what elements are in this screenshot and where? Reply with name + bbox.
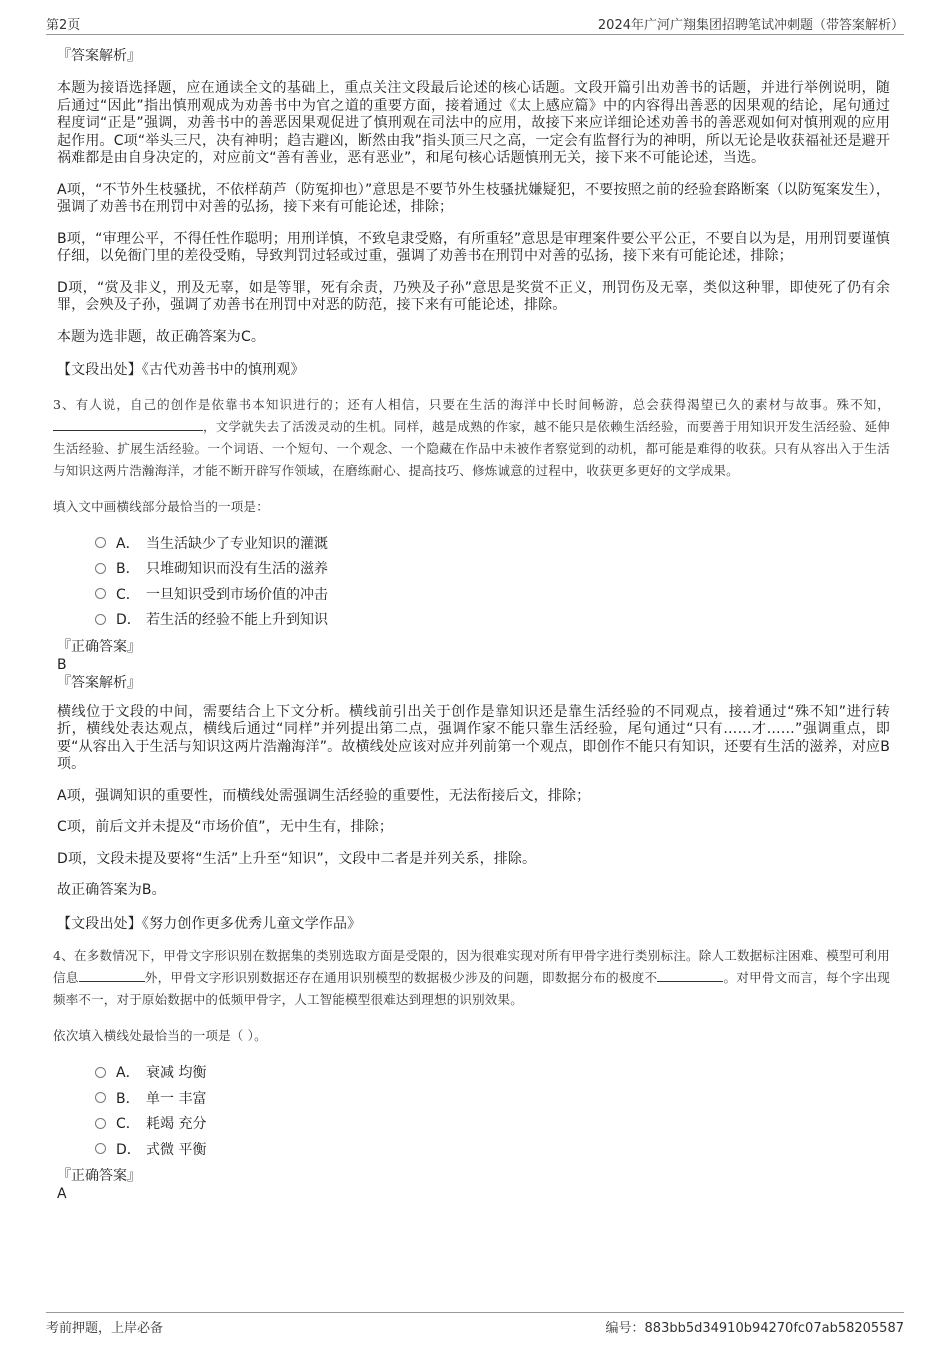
page-header (46, 14, 904, 35)
question-3-options (95, 532, 890, 634)
correct-answer-value: A (57, 1186, 67, 1202)
page-footer (46, 1312, 904, 1335)
source-citation: 【文段出处】《古代劝善书中的慎刑观》 (57, 362, 305, 378)
option-a[interactable]: A． 当生活缺少了专业知识的灌溉 (95, 532, 890, 558)
page-content (53, 46, 890, 1203)
option-c[interactable]: C． 一旦知识受到市场价值的冲击 (95, 583, 890, 609)
option-b[interactable]: B． 单一 丰富 (95, 1087, 890, 1113)
option-b[interactable]: B． 只堆砌知识而没有生活的滋养 (95, 557, 890, 583)
analysis-paragraph: B项，“审理公平，不得任性作聪明；用刑详慎，不致皂隶受赂，有所重轻”意思是审理案件要公平公正，不要自以为是，用刑罚要谨慎仔细，以免衙门里的差役受贿，导致判罚过轻或过重，强调了劝善书在刑罚中对善的弘扬，接下来有可能论述，排除； (57, 230, 890, 264)
radio-icon[interactable] (95, 588, 106, 599)
option-d[interactable]: D． 式微 平衡 (95, 1138, 890, 1164)
analysis-paragraph: A项，强调知识的重要性，而横线处需强调生活经验的重要性，无法衔接后文，排除； (57, 787, 591, 804)
analysis-paragraph: 横线位于文段的中间，需要结合上下文分析。横线前引出关于创作是靠知识还是靠生活经验的不同观点，接着通过“殊不知”进行转折，横线处表达观点，横线后通过“同样”并列提出第二点，强调作家不能只靠生活经验，尾句通过“只有……才……”强调重点，即要“从容出入于生活与知识这两片浩瀚海洋”。故横线处应该对应并列前第一个观点，即创作不能只有知识，还要有生活的滋养，对应B项。 (57, 703, 890, 772)
analysis-paragraph: A项，“不节外生枝骚扰，不依样葫芦（防冤抑也）”意思是不要节外生枝骚扰嫌疑犯，不要按照之前的经验套路断案（以防冤案发生），强调了劝善书在刑罚中对善的弘扬，接下来有可能论述，排除； (57, 181, 890, 215)
analysis-conclusion: 本题为选非题，故正确答案为C。 (57, 328, 266, 345)
radio-icon[interactable] (95, 1092, 106, 1103)
analysis-conclusion: 故正确答案为B。 (57, 882, 166, 898)
fill-blank (53, 416, 203, 431)
page-number: 第2页 (46, 18, 81, 33)
question-prompt: 填入文中画横线部分最恰当的一项是： (53, 498, 269, 514)
source-citation: 【文段出处】《努力创作更多优秀儿童文学作品》 (57, 915, 362, 932)
radio-icon[interactable] (95, 563, 106, 574)
radio-icon[interactable] (95, 614, 106, 625)
radio-icon[interactable] (95, 537, 106, 548)
correct-answer-label: 『正确答案』 (57, 638, 141, 655)
analysis-label: 『答案解析』 (57, 48, 141, 64)
radio-icon[interactable] (95, 1143, 106, 1154)
correct-answer-label: 『正确答案』 (57, 1168, 141, 1184)
question-3-text: 3、有人说，自己的创作是依靠书本知识进行的；还有人相信，只要在生活的海洋中长时间畅游，总会获得渴望已久的素材与故事。殊不知，，文学就失去了活泼灵动的生机。同样，越是成熟的作家，越不能只是依赖生活经验，而要善于用知识开发生活经验、延伸生活经验、扩展生活经验。一个词语、一个短句、一个观念、一个隐藏在作品中未被作者察觉到的动机，都可能是难得的收获。只有从容出入于生活与知识这两片浩瀚海洋，才能不断开辟写作领域，在磨练耐心、提高技巧、修炼诚意的过程中，收获更多更好的文学成果。 (53, 396, 890, 478)
fill-blank (79, 967, 145, 982)
analysis-paragraph: D项，文段未提及要将“生活”上升至“知识”，文段中二者是并列关系，排除。 (57, 850, 537, 867)
footer-slogan: 考前押题，上岸必备 (46, 1321, 164, 1336)
analysis-paragraph: C项，前后文并未提及“市场价值”，无中生有，排除； (57, 819, 394, 835)
radio-icon[interactable] (95, 1067, 106, 1078)
question-prompt: 依次填入横线处最恰当的一项是（ ）。 (53, 1028, 267, 1043)
document-code: 编号：883bb5d34910b94270fc07ab58205587 (605, 1321, 904, 1336)
option-d[interactable]: D． 若生活的经验不能上升到知识 (95, 608, 890, 634)
option-a[interactable]: A． 衰减 均衡 (95, 1061, 890, 1087)
correct-answer-value: B (57, 656, 67, 673)
analysis-paragraph: D项，“赏及非义，刑及无辜，如是等罪，死有余责，乃殃及子孙”意思是奖赏不正义，刑罚伤及无辜，类似这种罪，即使死了仍有余罪，会殃及子孙，强调了劝善书在刑罚中对恶的防范，接下来有可能论述，排除。 (57, 279, 890, 313)
option-c[interactable]: C． 耗竭 充分 (95, 1112, 890, 1138)
radio-icon[interactable] (95, 1118, 106, 1129)
analysis-paragraph: 本题为接语选择题，应在通读全文的基础上，重点关注文段最后论述的核心话题。文段开篇引出劝善书的话题，并进行举例说明，随后通过“因此”指出慎刑观成为劝善书中为官之道的重要方面，接着通过《太上感应篇》中的内容得出善恶的因果观的结论，尾句通过程度词“正是”强调，劝善书中的善恶因果观促进了慎刑观在司法中的应用，故接下来应详细论述劝善书的善恶观如何对慎刑观的应用起作用。C项“举头三尺，决有神明；趋吉避凶，断然由我”指头顶三尺之高，一定会有监督行为的神明，所以无论是收获福祉还是避开祸难都是由自身决定的，对应前文“善有善业，恶有恶业”，和尾句核心话题慎刑无关，接下来不可能论述，当选。 (57, 80, 890, 166)
question-4-options (95, 1061, 890, 1163)
analysis-label: 『答案解析』 (57, 674, 141, 691)
fill-blank (657, 967, 723, 982)
document-title: 2024年广河广翔集团招聘笔试冲刺题（带答案解析） (597, 18, 904, 33)
question-4-text: 4、在多数情况下，甲骨文字形识别在数据集的类别选取方面是受限的，因为很难实现对所有甲骨字进行类别标注。除人工数据标注困难、模型可利用信息 外，甲骨文字形识别数据还存在通用识别模型的数据极少涉及的问题，即数据分布的极度不 。对甲骨文而言，每个字出现频率不一，对于原始数据中的低频甲骨字，人工智能模型很难达到理想的识别效果。 (53, 948, 890, 1007)
